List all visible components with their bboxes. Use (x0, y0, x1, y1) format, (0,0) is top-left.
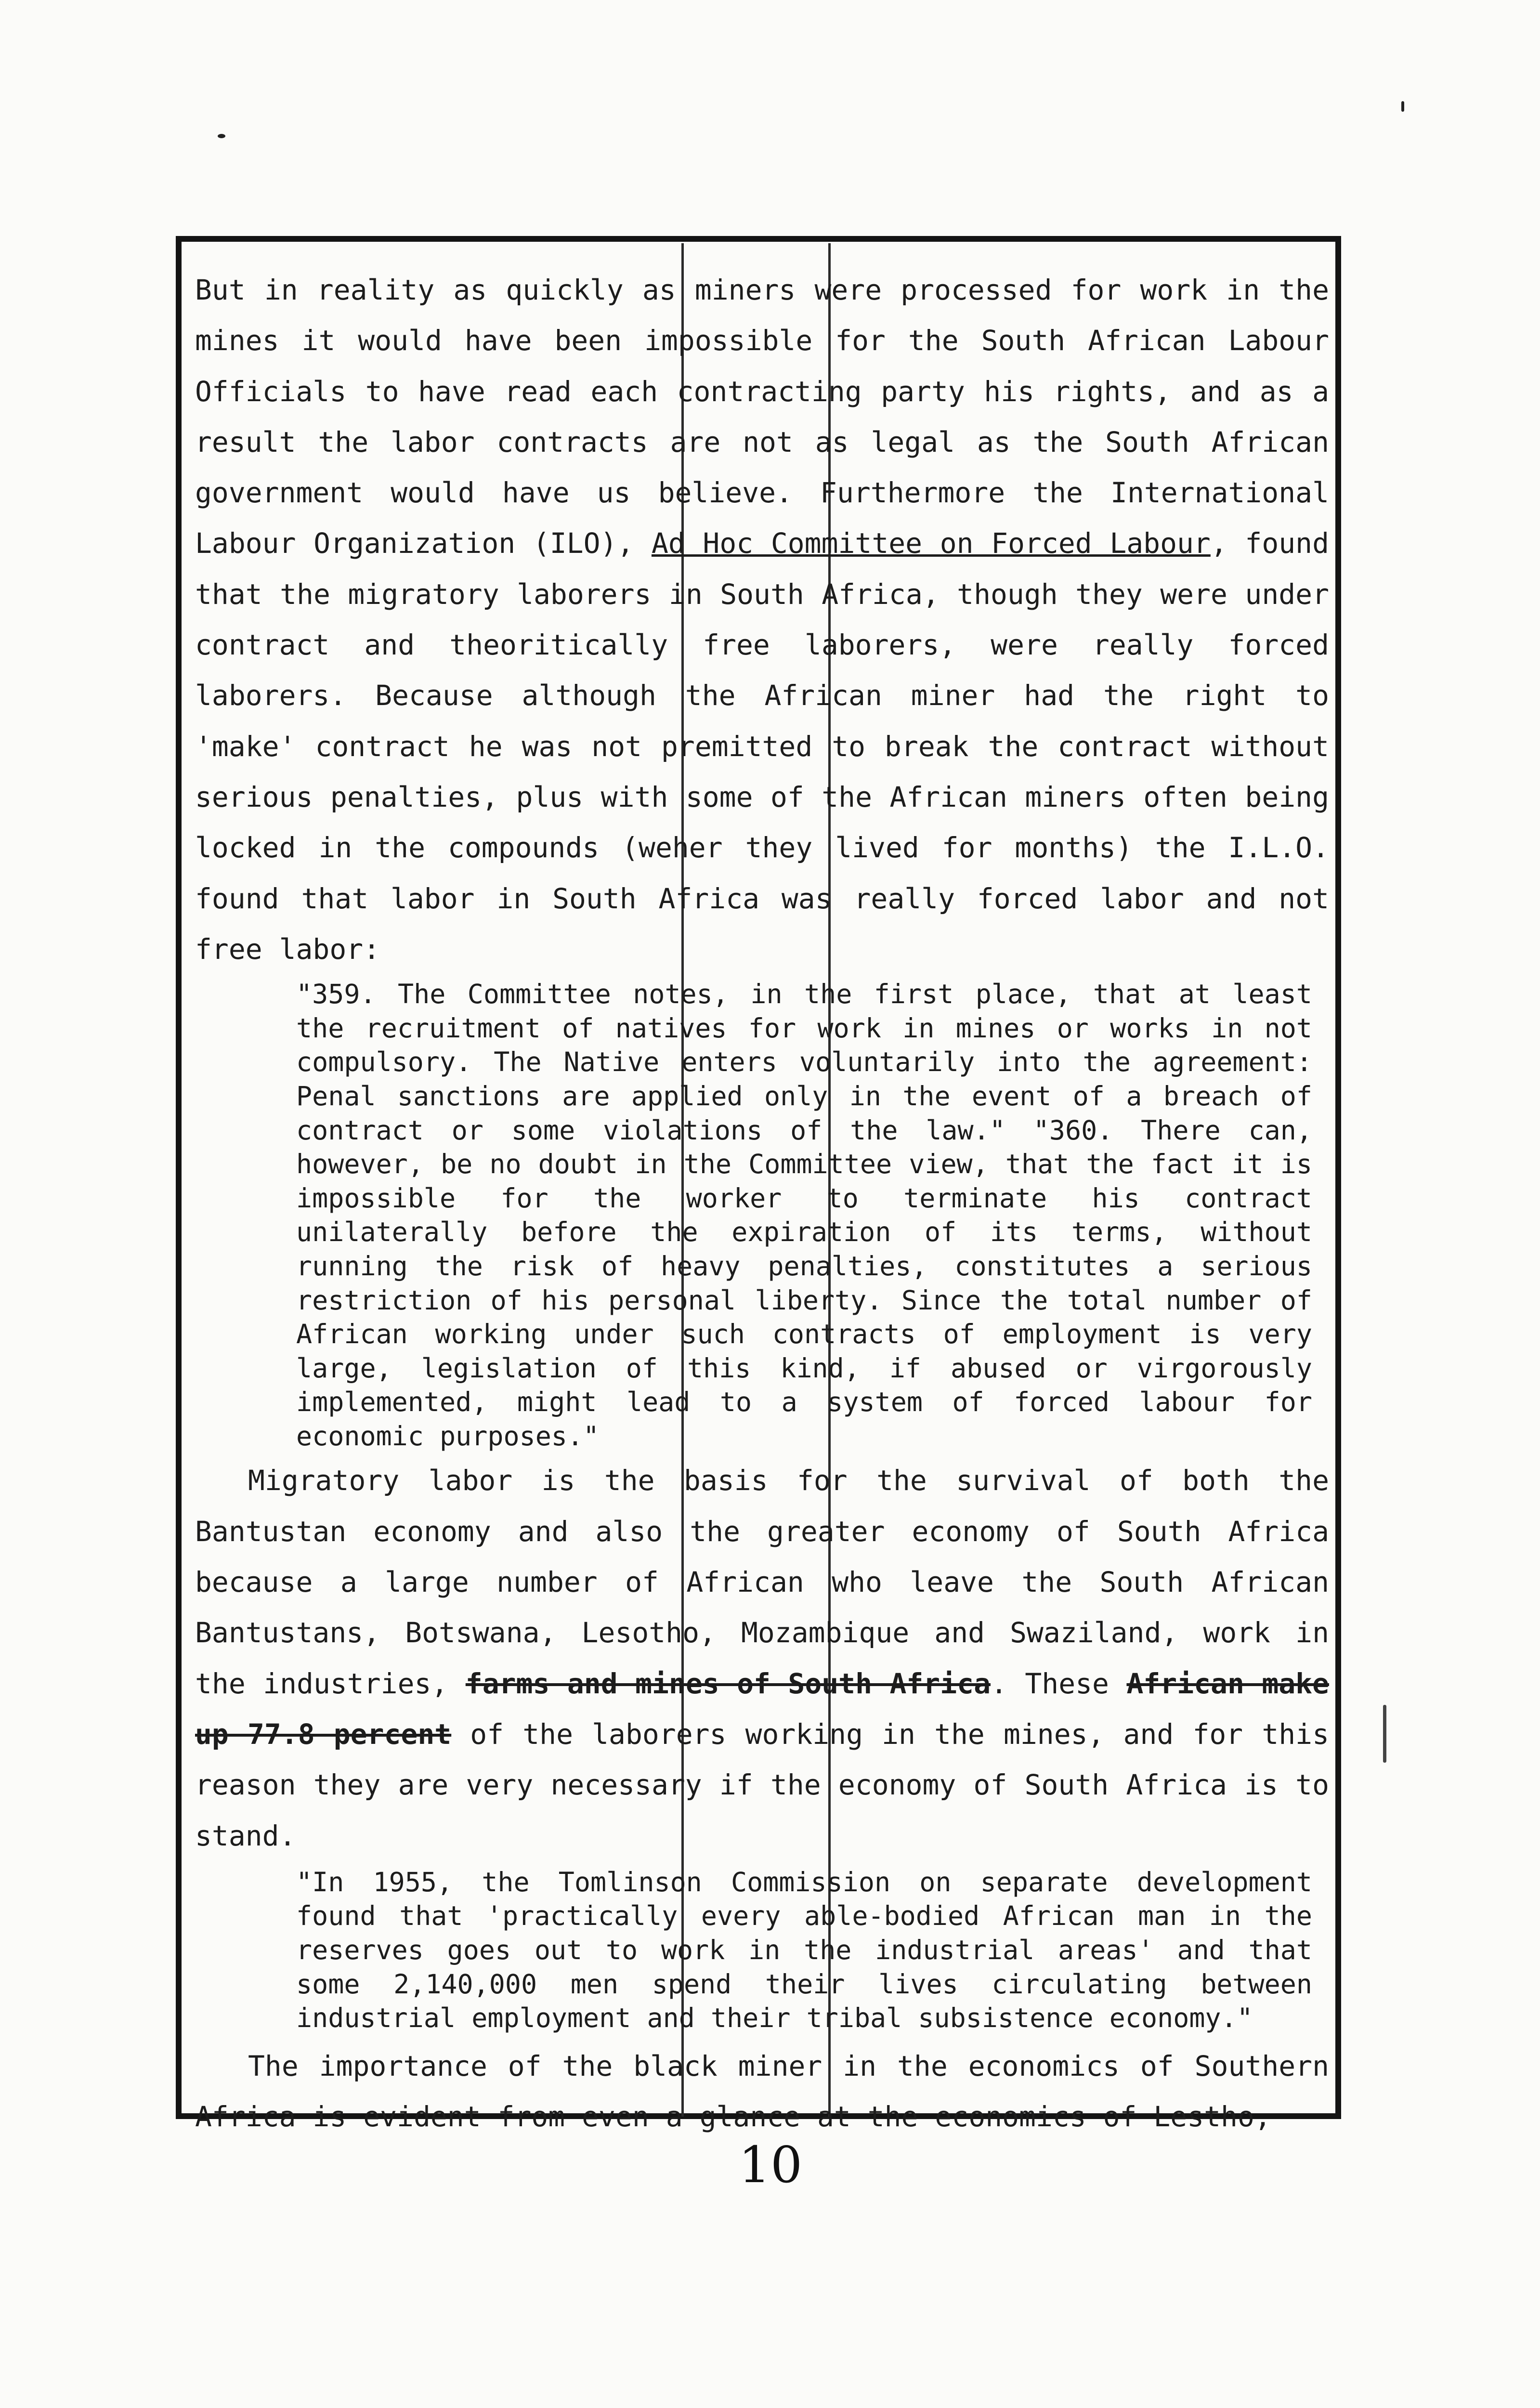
paragraph-ilo-forced-labour (195, 265, 1329, 975)
block-quote-tomlinson: "In 1955, the Tomlinson Commission on separate development found that 'practically every able-bodied African man in the reserves goes out to work in the industrial areas' and that some 2,140,000 men spend their lives circulating between industrial employment and their tribal subsistence economy." (296, 1866, 1312, 2034)
block-quote-ilo: "359. The Committee notes, in the first place, that at least the recruitment of natives for work in mines or works in not compulsory. The Native enters voluntarily into the agreement: Penal sanctions are applied only in the event of a breach of contract or some violations of the law." "360. There can, however, be no doubt in the Committee view, that the fact it is impossible for the worker to terminate his contract unilaterally before the expiration of its terms, without running the risk of heavy penalties, constitutes a serious restriction of his personal liberty. Since the total number of African working under such contracts of employment is very large, legislation of this kind, if abused or virgorously implemented, might lead to a system of forced labour for economic purposes." (296, 979, 1312, 1452)
struck-text-percent: African make up 77.8 percent (195, 1667, 1330, 1751)
paragraph-text: But in reality as quickly as miners were processed for work in the mines it would have been impossible for the South African Labour Officials to have read each contracting party his rights, and as a result the labor contracts are not as legal as the South African government would have us believe. Furthermore the International Labour Organization (ILO), (195, 274, 1329, 560)
page-number: 10 (738, 2135, 803, 2194)
paragraph-text: Migratory labor is the basis for the survival of both the Bantustan economy and also the greater economy of South Africa because a large number of African who leave the South African Bantustans, Botswana, Lesotho, Mozambique and Swaziland, work in the industries, (195, 1464, 1329, 1700)
underlined-committee-name: Ad Hoc Committee on Forced Labour (651, 527, 1211, 560)
scan-speck (1383, 1705, 1386, 1763)
struck-text-farms-mines: farms and mines of South Africa (465, 1667, 991, 1700)
scan-speck (218, 134, 225, 138)
paragraph-migratory-labor (195, 1455, 1329, 1861)
paragraph-text: of the laborers working in the mines, and for this reason they are very necessary if the economy of South Africa is to stand. (195, 1717, 1329, 1852)
paragraph-text: . These (991, 1667, 1127, 1700)
scan-speck (1401, 101, 1404, 112)
paragraph-black-miner: The importance of the black miner in the economics of Southern Africa is evident from even a glance at the economics of Lestho, (195, 2049, 1329, 2133)
paragraph-text: , found that the migratory laborers in South Africa, though they were under contract and theoritically free laborers, were really forced laborers. Because although the African miner had the right to 'make' contract he was not premitted to break the contract without serious penalties, plus with some of the African miners often being locked in the compounds (weher they lived for months) the I.L.O. found that labor in South Africa was really forced labor and not free labor: (195, 527, 1330, 966)
document-body (195, 265, 1329, 2142)
